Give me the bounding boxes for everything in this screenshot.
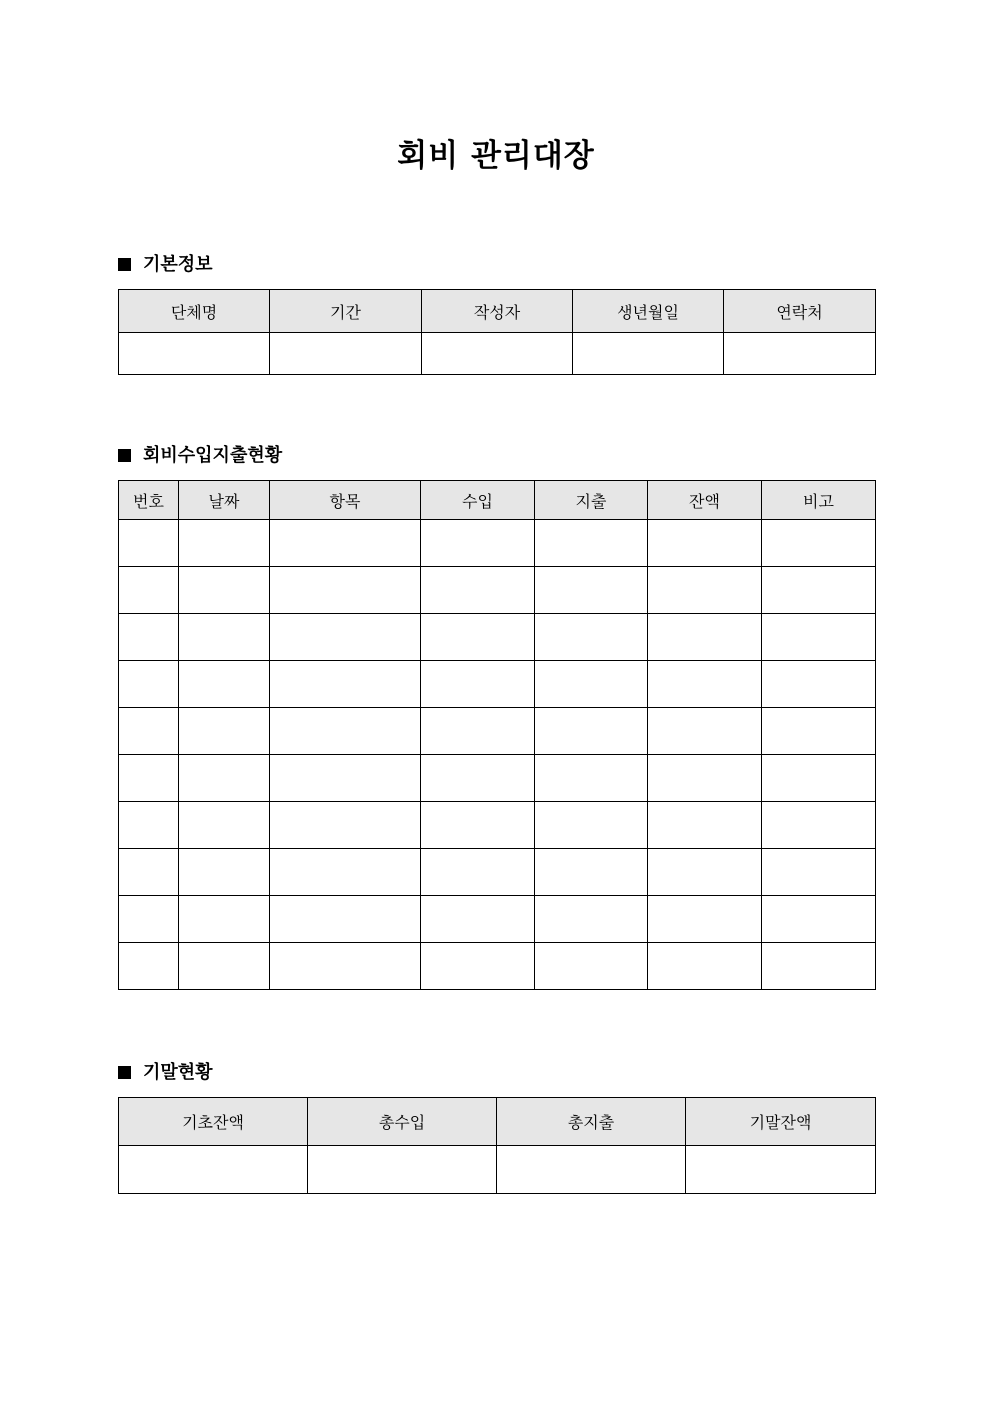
table-cell[interactable]	[762, 708, 876, 755]
section-heading-ledger	[118, 443, 282, 469]
column-header: 기간	[270, 290, 422, 333]
table-cell[interactable]	[648, 896, 762, 943]
table-cell[interactable]	[119, 708, 179, 755]
table-cell[interactable]	[421, 755, 535, 802]
table-cell[interactable]	[421, 708, 535, 755]
table-cell[interactable]	[119, 943, 179, 990]
table-cell[interactable]	[270, 849, 421, 896]
column-header: 기말잔액	[686, 1098, 876, 1146]
column-header: 비고	[762, 481, 876, 520]
table-cell[interactable]	[421, 896, 535, 943]
table-cell[interactable]	[421, 849, 535, 896]
table-cell[interactable]	[648, 755, 762, 802]
table-cell[interactable]	[762, 755, 876, 802]
table-cell[interactable]	[686, 1146, 876, 1194]
table-cell[interactable]	[179, 896, 270, 943]
column-header: 총지출	[497, 1098, 686, 1146]
column-header: 날짜	[179, 481, 270, 520]
section-heading-label: 기본정보	[143, 254, 213, 275]
table-cell[interactable]	[535, 520, 648, 567]
column-header: 수입	[421, 481, 535, 520]
table-row	[119, 708, 876, 755]
column-header: 연락처	[724, 290, 876, 333]
table-cell[interactable]	[421, 567, 535, 614]
table-header-row	[119, 290, 876, 333]
table-cell[interactable]	[179, 567, 270, 614]
table-row	[119, 802, 876, 849]
table-cell[interactable]	[179, 755, 270, 802]
table-cell[interactable]	[179, 802, 270, 849]
table-cell[interactable]	[648, 520, 762, 567]
table-row	[119, 849, 876, 896]
table-cell[interactable]	[648, 849, 762, 896]
table-cell[interactable]	[119, 614, 179, 661]
column-header: 지출	[535, 481, 648, 520]
column-header: 생년월일	[573, 290, 724, 333]
table-cell[interactable]	[648, 943, 762, 990]
table-cell[interactable]	[535, 849, 648, 896]
table-header-row	[119, 1098, 876, 1146]
table-cell[interactable]	[119, 849, 179, 896]
table-cell[interactable]	[179, 520, 270, 567]
table-cell[interactable]	[762, 849, 876, 896]
table-cell[interactable]	[535, 567, 648, 614]
table-row	[119, 520, 876, 567]
table-cell[interactable]	[119, 520, 179, 567]
table-cell[interactable]	[648, 567, 762, 614]
table-cell[interactable]	[762, 802, 876, 849]
table-cell[interactable]	[535, 614, 648, 661]
ledger-table	[118, 480, 876, 990]
table-row	[119, 755, 876, 802]
table-cell[interactable]	[762, 896, 876, 943]
table-row	[119, 661, 876, 708]
table-cell[interactable]	[421, 614, 535, 661]
table-cell[interactable]	[179, 943, 270, 990]
table-cell[interactable]	[119, 755, 179, 802]
column-header: 총수입	[308, 1098, 497, 1146]
table-cell[interactable]	[119, 1146, 308, 1194]
table-cell[interactable]	[270, 520, 421, 567]
table-cell[interactable]	[535, 943, 648, 990]
table-cell[interactable]	[179, 661, 270, 708]
table-row	[119, 614, 876, 661]
table-cell[interactable]	[535, 708, 648, 755]
square-bullet-icon	[118, 258, 131, 271]
table-cell[interactable]	[573, 333, 724, 375]
table-row	[119, 1146, 876, 1194]
table-row	[119, 943, 876, 990]
table-cell[interactable]	[119, 896, 179, 943]
section-heading-closing	[118, 1060, 213, 1086]
column-header: 항목	[270, 481, 421, 520]
section-heading-label: 회비수입지출현황	[143, 445, 283, 466]
table-cell[interactable]	[270, 943, 421, 990]
column-header: 기초잔액	[119, 1098, 308, 1146]
table-cell[interactable]	[119, 661, 179, 708]
table-header-row	[119, 481, 876, 520]
table-cell[interactable]	[535, 802, 648, 849]
table-row	[119, 896, 876, 943]
table-cell[interactable]	[270, 614, 421, 661]
table-cell[interactable]	[421, 520, 535, 567]
column-header: 번호	[119, 481, 179, 520]
table-cell[interactable]	[648, 614, 762, 661]
column-header: 작성자	[422, 290, 573, 333]
table-cell[interactable]	[648, 708, 762, 755]
column-header: 잔액	[648, 481, 762, 520]
table-cell[interactable]	[270, 755, 421, 802]
table-row	[119, 333, 876, 375]
section-heading-label: 기말현황	[143, 1062, 213, 1083]
square-bullet-icon	[118, 1066, 131, 1079]
table-cell[interactable]	[179, 849, 270, 896]
table-cell[interactable]	[119, 802, 179, 849]
table-row	[119, 567, 876, 614]
table-cell[interactable]	[270, 896, 421, 943]
table-cell[interactable]	[270, 567, 421, 614]
table-cell[interactable]	[270, 661, 421, 708]
table-cell[interactable]	[270, 708, 421, 755]
page-title: 회비 관리대장	[397, 138, 595, 174]
table-cell[interactable]	[762, 567, 876, 614]
table-cell[interactable]	[308, 1146, 497, 1194]
table-cell[interactable]	[270, 802, 421, 849]
table-cell[interactable]	[119, 333, 270, 375]
table-cell[interactable]	[762, 661, 876, 708]
table-cell[interactable]	[648, 661, 762, 708]
table-cell[interactable]	[648, 802, 762, 849]
table-cell[interactable]	[270, 333, 422, 375]
table-cell[interactable]	[762, 943, 876, 990]
table-cell[interactable]	[421, 802, 535, 849]
table-cell[interactable]	[119, 567, 179, 614]
table-cell[interactable]	[497, 1146, 686, 1194]
table-cell[interactable]	[179, 708, 270, 755]
table-cell[interactable]	[179, 614, 270, 661]
closing-table	[118, 1097, 876, 1194]
table-cell[interactable]	[535, 661, 648, 708]
column-header: 단체명	[119, 290, 270, 333]
table-cell[interactable]	[421, 661, 535, 708]
table-cell[interactable]	[421, 943, 535, 990]
table-cell[interactable]	[724, 333, 876, 375]
basic-info-table	[118, 289, 876, 375]
table-cell[interactable]	[535, 755, 648, 802]
section-heading-basic-info	[118, 252, 213, 278]
table-cell[interactable]	[762, 520, 876, 567]
square-bullet-icon	[118, 449, 131, 462]
table-cell[interactable]	[762, 614, 876, 661]
table-cell[interactable]	[422, 333, 573, 375]
table-cell[interactable]	[535, 896, 648, 943]
